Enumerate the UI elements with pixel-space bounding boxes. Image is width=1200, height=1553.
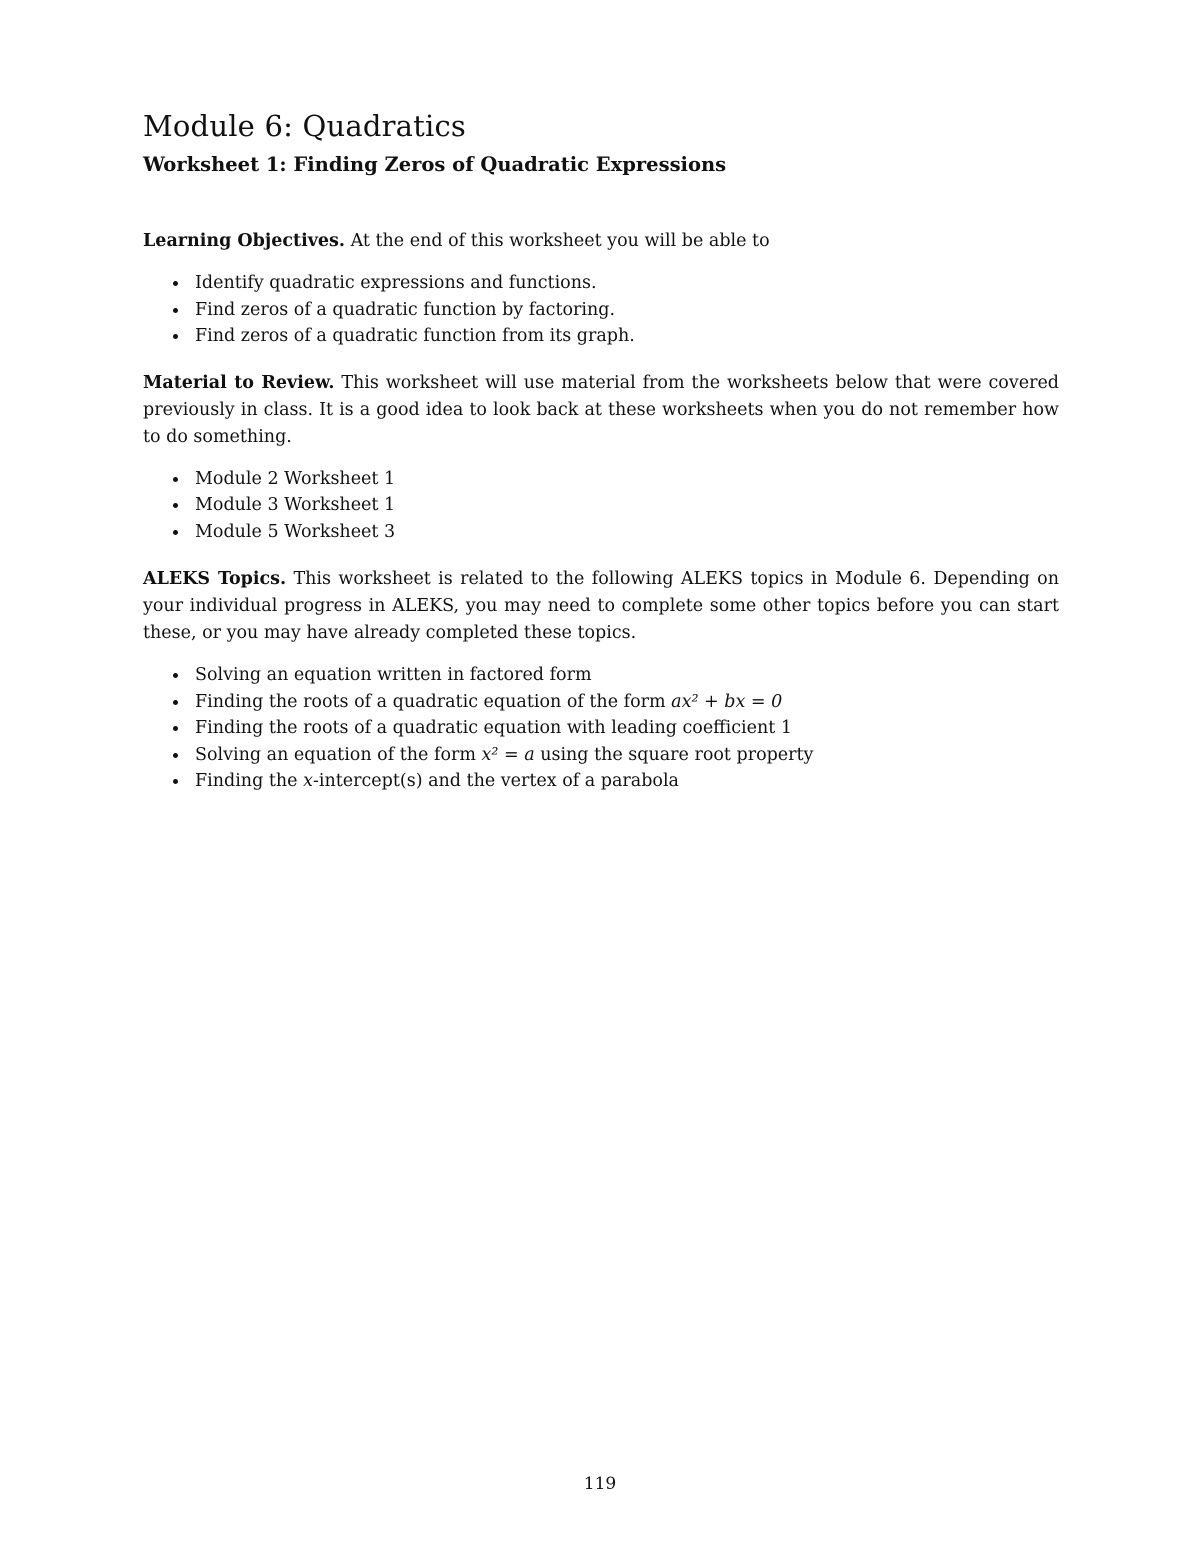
bullet-icon: [173, 503, 178, 508]
bullet-icon: [173, 308, 178, 313]
math-expression: x: [303, 771, 313, 791]
bullet-icon: [173, 530, 178, 535]
aleks-topics-list: [143, 662, 1059, 795]
bullet-icon: [173, 753, 178, 758]
list-item: Solving an equation of the form x² = a using the square root property: [143, 742, 1059, 769]
bullet-icon: [173, 673, 178, 678]
module-title: Module 6: Quadratics: [143, 109, 466, 143]
bullet-icon: [173, 281, 178, 286]
math-expression: x² = a: [481, 744, 535, 765]
list-item: Module 3 Worksheet 1: [143, 492, 1059, 519]
list-item: Find zeros of a quadratic function by factoring.: [143, 297, 1059, 324]
material-to-review-intro: This worksheet will use material from the worksheets below that were covered previously in class. It is a good idea to look back at these worksheets when you do not remember how to do something.: [143, 372, 1060, 447]
list-item: Module 5 Worksheet 3: [143, 519, 1059, 546]
learning-objectives-list: [143, 270, 1059, 350]
aleks-topics-paragraph: [143, 566, 1059, 647]
list-item: Finding the x-intercept(s) and the vertex of a parabola: [143, 768, 1059, 795]
list-item: Find zeros of a quadratic function from its graph.: [143, 323, 1059, 350]
aleks-topics-intro: This worksheet is related to the following ALEKS topics in Module 6. Depending on your individual progress in ALEKS, you may need to complete some other topics before you can start these, or you may have already completed these topics.: [143, 569, 1059, 643]
material-to-review-list: [143, 466, 1059, 546]
bullet-icon: [173, 700, 178, 705]
material-to-review-paragraph: [143, 370, 1059, 451]
list-item: Finding the roots of a quadratic equation of the form ax² + bx = 0: [143, 689, 1059, 716]
bullet-icon: [173, 477, 178, 482]
bullet-icon: [173, 779, 178, 784]
learning-objectives-paragraph: [143, 228, 1059, 255]
math-expression: ax² + bx = 0: [671, 691, 783, 712]
list-item: Finding the roots of a quadratic equation with leading coefficient 1: [143, 715, 1059, 742]
bullet-icon: [173, 334, 178, 339]
material-to-review-heading: Material to Review.: [143, 372, 335, 393]
worksheet-page: [143, 108, 1059, 795]
bullet-icon: [173, 726, 178, 731]
worksheet-title: Worksheet 1: Finding Zeros of Quadratic Expressions: [143, 153, 727, 176]
list-item: Module 2 Worksheet 1: [143, 466, 1059, 493]
learning-objectives-intro: At the end of this worksheet you will be able to: [345, 231, 770, 251]
page-number: 119: [583, 1474, 617, 1494]
aleks-topics-heading: ALEKS Topics.: [143, 569, 287, 589]
learning-objectives-heading: Learning Objectives.: [143, 231, 346, 251]
list-item: Solving an equation written in factored form: [143, 662, 1059, 689]
list-item: Identify quadratic expressions and functions.: [143, 270, 1059, 297]
